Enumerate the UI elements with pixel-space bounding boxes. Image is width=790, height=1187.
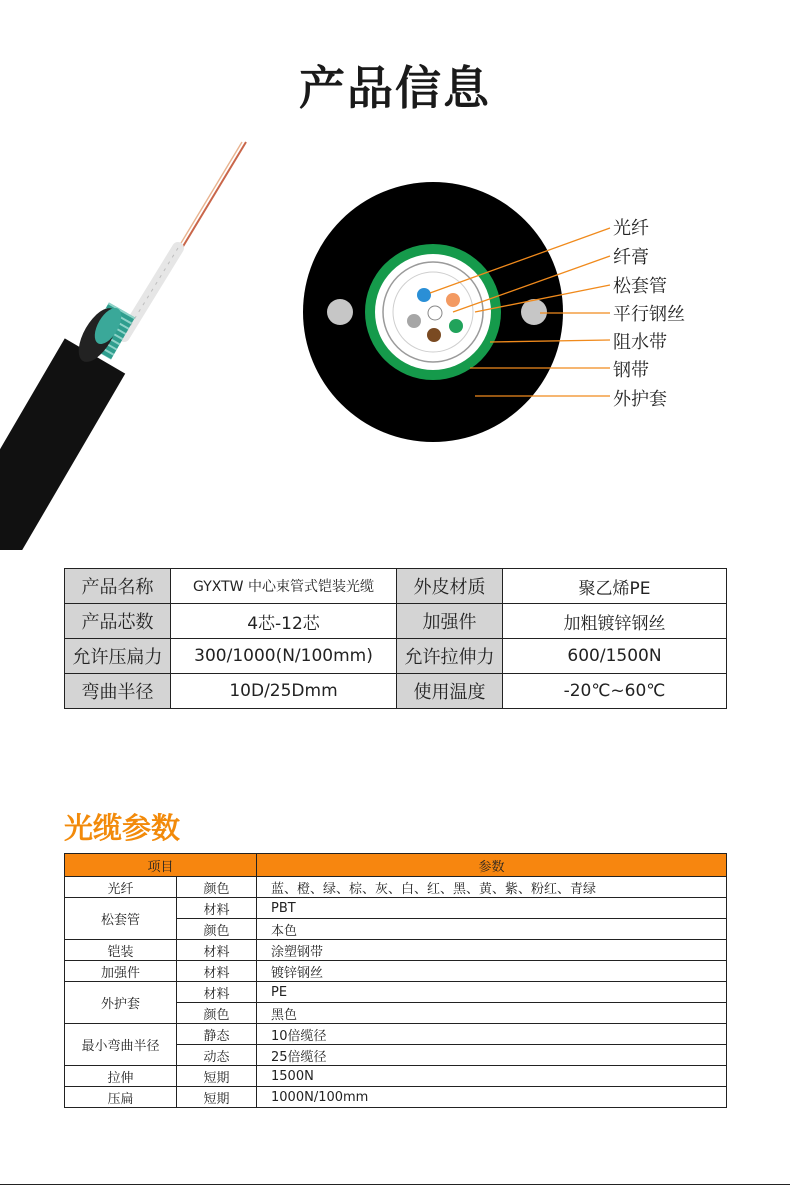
params-header-item: 项目: [65, 854, 257, 877]
param-sub: 颜色: [177, 877, 257, 898]
spec-key: 产品名称: [65, 569, 171, 604]
param-name: 铠装: [65, 940, 177, 961]
spec-value: -20℃~60℃: [503, 674, 727, 709]
param-value: PE: [257, 982, 727, 1003]
table-row: [65, 877, 727, 898]
table-row: [65, 982, 727, 1003]
label-fiber-gel: 纤膏: [613, 247, 649, 268]
spec-key: 加强件: [397, 604, 503, 639]
table-row: [65, 1087, 727, 1108]
param-sub: 短期: [177, 1066, 257, 1087]
param-name: 压扁: [65, 1087, 177, 1108]
param-value: 蓝、橙、绿、棕、灰、白、红、黑、黄、紫、粉红、青绿: [257, 877, 727, 898]
params-table: [64, 853, 727, 1108]
table-row: [65, 940, 727, 961]
spec-row: [65, 639, 727, 674]
cable-side-view: [0, 142, 246, 550]
param-sub: 静态: [177, 1024, 257, 1045]
param-name: 松套管: [65, 898, 177, 940]
page-title: 产品信息: [299, 61, 491, 115]
table-row: [65, 1024, 727, 1045]
param-value: 本色: [257, 919, 727, 940]
fiber-brown: [427, 328, 441, 342]
spec-row: [65, 674, 727, 709]
spec-value: GYXTW 中心束管式铠装光缆: [171, 569, 397, 604]
label-steel-tape: 钢带: [613, 360, 649, 381]
spec-value: 600/1500N: [503, 639, 727, 674]
spec-key: 允许拉伸力: [397, 639, 503, 674]
cable-cross-section: [303, 182, 563, 442]
label-outer-jacket: 外护套: [613, 389, 667, 410]
label-fiber: 光纤: [613, 218, 649, 239]
param-value: 10倍缆径: [257, 1024, 727, 1045]
param-sub: 材料: [177, 940, 257, 961]
params-section-title: 光缆参数: [64, 811, 181, 845]
label-loose-tube: 松套管: [613, 276, 667, 297]
spec-key: 产品芯数: [65, 604, 171, 639]
spec-value: 聚乙烯PE: [503, 569, 727, 604]
spec-key: 外皮材质: [397, 569, 503, 604]
param-value: 1000N/100mm: [257, 1087, 727, 1108]
spec-row: [65, 604, 727, 639]
param-value: 涂塑钢带: [257, 940, 727, 961]
fiber-white: [428, 306, 442, 320]
param-value: 黑色: [257, 1003, 727, 1024]
fiber-green: [449, 319, 463, 333]
spec-key: 弯曲半径: [65, 674, 171, 709]
spec-table: [64, 568, 727, 709]
bottom-divider: [0, 1184, 790, 1185]
spec-value: 4芯-12芯: [171, 604, 397, 639]
spec-key: 允许压扁力: [65, 639, 171, 674]
label-water-blocking: 阻水带: [613, 332, 667, 353]
spec-value: 300/1000(N/100mm): [171, 639, 397, 674]
table-row: [65, 961, 727, 982]
param-name: 光纤: [65, 877, 177, 898]
param-value: 25倍缆径: [257, 1045, 727, 1066]
param-name: 拉伸: [65, 1066, 177, 1087]
cable-illustration: [0, 130, 790, 550]
param-sub: 动态: [177, 1045, 257, 1066]
param-name: 加强件: [65, 961, 177, 982]
param-name: 最小弯曲半径: [65, 1024, 177, 1066]
param-sub: 颜色: [177, 919, 257, 940]
param-sub: 短期: [177, 1087, 257, 1108]
spec-value: 加粗镀锌钢丝: [503, 604, 727, 639]
parallel-wire-right: [521, 299, 547, 325]
param-value: 1500N: [257, 1066, 727, 1087]
table-row: [65, 898, 727, 919]
param-sub: 材料: [177, 898, 257, 919]
params-header-param: 参数: [257, 854, 727, 877]
spec-key: 使用温度: [397, 674, 503, 709]
table-row: [65, 1066, 727, 1087]
fiber-blue: [417, 288, 431, 302]
label-parallel-wire: 平行钢丝: [613, 304, 685, 325]
cross-section-labels: [613, 218, 685, 410]
fiber-orange: [446, 293, 460, 307]
param-value: PBT: [257, 898, 727, 919]
param-sub: 颜色: [177, 1003, 257, 1024]
param-sub: 材料: [177, 982, 257, 1003]
fiber-gray: [407, 314, 421, 328]
spec-value: 10D/25Dmm: [171, 674, 397, 709]
param-name: 外护套: [65, 982, 177, 1024]
parallel-wire-left: [327, 299, 353, 325]
spec-row: [65, 569, 727, 604]
params-header-row: [65, 854, 727, 877]
param-value: 镀锌钢丝: [257, 961, 727, 982]
param-sub: 材料: [177, 961, 257, 982]
